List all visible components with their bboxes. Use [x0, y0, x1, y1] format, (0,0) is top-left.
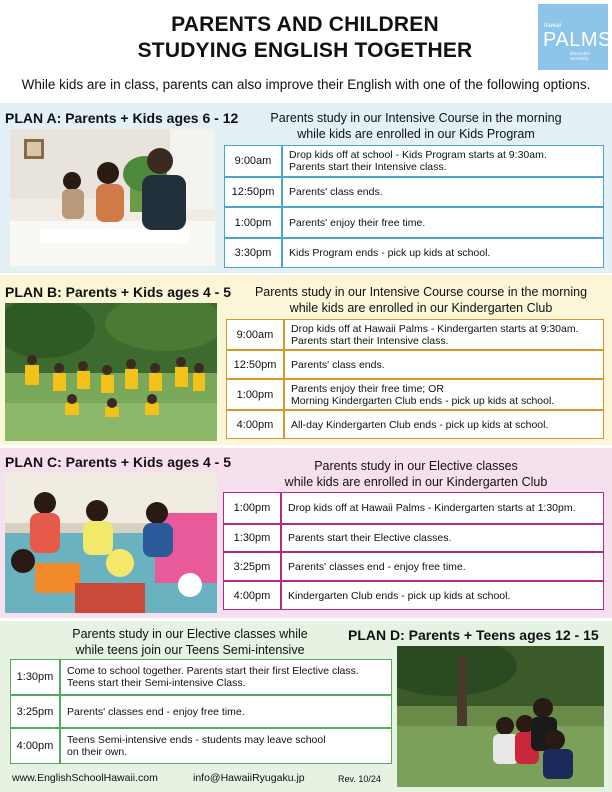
schedule-time: 4:00pm — [226, 410, 284, 439]
table-row — [223, 492, 604, 524]
table-row — [226, 410, 604, 439]
detail-line: Morning Kindergarten Club ends - pick up kids at school. — [291, 394, 555, 407]
schedule-detail: Parents' class ends. — [282, 177, 604, 207]
schedule-detail: Drop kids off at Hawaii Palms - Kindergarten starts at 1:30pm. — [281, 492, 604, 524]
plan-c-description — [240, 458, 592, 490]
logo-sub-text: ENGLISH SCHOOL — [570, 51, 590, 61]
detail-line: Parents enjoy their free time; OR — [291, 382, 444, 395]
plan-b-desc-line-1: Parents study in our Intensive Course course in the morning — [254, 285, 588, 299]
logo-small-text: hawaii — [544, 23, 562, 29]
detail-line: Parents start their Intensive class. — [289, 161, 447, 173]
table-row — [226, 379, 604, 410]
schedule-time: 1:30pm — [10, 659, 60, 695]
table-row — [10, 659, 392, 695]
schedule-time: 12:50pm — [226, 350, 284, 379]
schedule-time: 12:50pm — [224, 177, 282, 207]
plan-d-desc-line-1: Parents study in our Elective classes while — [72, 627, 308, 641]
detail-line: Teens Semi-intensive ends - students may leave school — [67, 734, 326, 746]
intro-text: While kids are in class, parents can also improve their English with one of the following options. — [21, 77, 591, 92]
table-row — [226, 350, 604, 379]
detail-line: Drop kids off at school - Kids Program starts at 9:30am. — [289, 149, 547, 161]
title-line-2: STUDYING ENGLISH TOGETHER — [137, 39, 473, 62]
schedule-time: 1:00pm — [226, 379, 284, 410]
table-row — [223, 581, 604, 610]
schedule-detail: All-day Kindergarten Club ends - pick up kids at school. — [284, 410, 604, 439]
table-row — [226, 319, 604, 350]
schedule-time: 9:00am — [226, 319, 284, 350]
plan-c-desc-line-1: Parents study in our Elective classes — [314, 459, 518, 473]
plan-b-schedule — [226, 319, 604, 439]
table-row — [224, 177, 604, 207]
plan-d-section — [0, 621, 612, 792]
table-row — [223, 524, 604, 552]
plan-a-section — [0, 103, 612, 273]
table-row — [224, 238, 604, 268]
plan-d-title: PLAN D: Parents + Teens ages 12 - 15 — [348, 627, 599, 643]
schedule-time: 3:30pm — [224, 238, 282, 268]
schedule-detail — [60, 659, 392, 695]
table-row — [224, 207, 604, 238]
plan-d-photo — [397, 646, 604, 787]
schedule-time: 1:30pm — [223, 524, 281, 552]
table-row — [10, 695, 392, 728]
schedule-detail — [60, 728, 392, 764]
plan-b-description — [240, 284, 602, 316]
schedule-detail: Parents' class ends. — [284, 350, 604, 379]
schedule-time: 1:00pm — [223, 492, 281, 524]
plan-b-photo — [5, 303, 217, 441]
detail-line: Come to school together. Parents start their first Elective class. — [67, 665, 359, 677]
logo-brand-text: PALMS — [543, 29, 612, 51]
table-row — [224, 145, 604, 177]
plan-d-desc-line-2: while teens join our Teens Semi-intensive — [75, 643, 305, 657]
school-logo — [538, 4, 612, 70]
plan-c-photo — [5, 473, 217, 613]
schedule-detail: Kids Program ends - pick up kids at school. — [282, 238, 604, 268]
schedule-detail — [284, 319, 604, 350]
page-title — [95, 12, 515, 64]
title-line-1: PARENTS AND CHILDREN — [171, 13, 439, 36]
plan-c-desc-line-2: while kids are enrolled in our Kindergarten Club — [284, 475, 548, 489]
schedule-detail — [284, 379, 604, 410]
schedule-detail: Parents' classes end - enjoy free time. — [281, 552, 604, 581]
plan-a-description — [240, 110, 592, 142]
schedule-time: 3:25pm — [10, 695, 60, 728]
footer-website: www.EnglishSchoolHawaii.com — [12, 772, 158, 784]
footer-email: info@HawaiiRyugaku.jp — [193, 772, 305, 784]
schedule-detail: Parents' classes end - enjoy free time. — [60, 695, 392, 728]
plan-a-photo — [10, 129, 215, 266]
plan-b-desc-line-2: while kids are enrolled in our Kindergarten Club — [289, 301, 553, 315]
schedule-detail: Parents start their Elective classes. — [281, 524, 604, 552]
plan-d-description — [20, 626, 360, 658]
plan-a-desc-line-2: while kids are enrolled in our Kids Program — [297, 127, 535, 141]
detail-line: on their own. — [67, 746, 128, 758]
schedule-time: 4:00pm — [10, 728, 60, 764]
table-row — [10, 728, 392, 764]
plan-d-schedule — [10, 659, 392, 764]
table-row — [223, 552, 604, 581]
schedule-time: 4:00pm — [223, 581, 281, 610]
schedule-time: 9:00am — [224, 145, 282, 177]
schedule-detail: Kindergarten Club ends - pick up kids at school. — [281, 581, 604, 610]
schedule-detail — [282, 145, 604, 177]
schedule-time: 1:00pm — [224, 207, 282, 238]
detail-line: Drop kids off at Hawaii Palms - Kindergarten starts at 9:30am. — [291, 322, 579, 335]
plan-b-title: PLAN B: Parents + Kids ages 4 - 5 — [5, 284, 232, 300]
detail-line: Parents start their Intensive class. — [291, 334, 449, 347]
schedule-time: 3:25pm — [223, 552, 281, 581]
plan-a-title: PLAN A: Parents + Kids ages 6 - 12 — [5, 110, 239, 126]
schedule-detail: Parents' enjoy their free time. — [282, 207, 604, 238]
plan-a-schedule — [224, 145, 604, 268]
plan-c-title: PLAN C: Parents + Kids ages 4 - 5 — [5, 454, 232, 470]
plan-b-section — [0, 275, 612, 445]
detail-line: Teens start their Semi-intensive Class. — [67, 677, 246, 689]
plan-a-desc-line-1: Parents study in our Intensive Course in the morning — [270, 111, 562, 125]
footer-revision: Rev. 10/24 — [338, 774, 381, 784]
plan-c-schedule — [223, 492, 604, 610]
plan-c-section — [0, 448, 612, 618]
